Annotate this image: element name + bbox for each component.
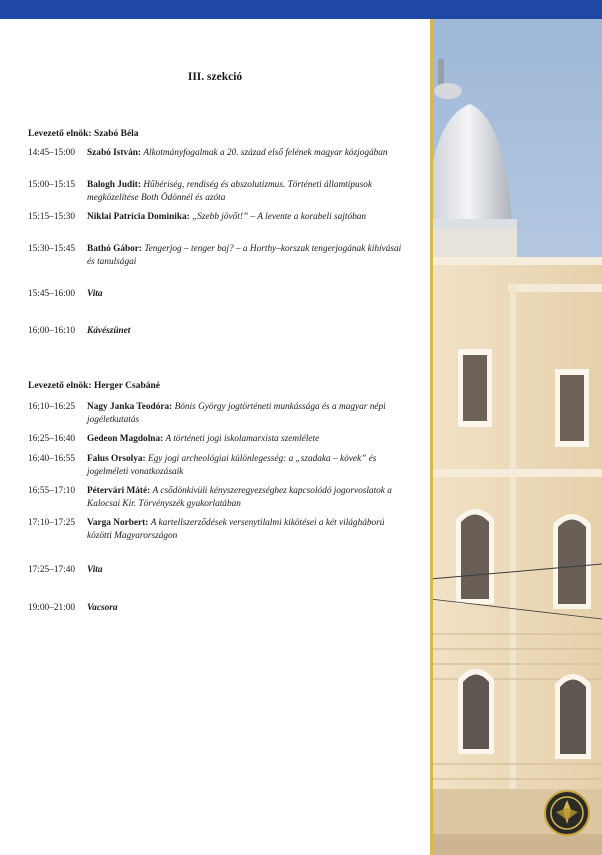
row-label: Vacsora [87, 603, 118, 613]
program-row-break [28, 602, 408, 615]
row-speaker: Szabó István: [87, 148, 141, 158]
row-title: „Szebb jövőt!” – A levente a korabeli sajtóban [192, 212, 367, 222]
row-time: 16:25–16:40 [28, 434, 76, 444]
row-speaker: Varga Norbert: [87, 518, 149, 528]
program-row [28, 147, 408, 160]
row-speaker: Falus Orsolya: [87, 454, 146, 464]
building-photo [430, 19, 602, 855]
program-row-break [28, 325, 408, 338]
row-speaker: Balogh Judit: [87, 180, 141, 190]
row-speaker: Niklai Patrícia Dominika: [87, 212, 190, 222]
section-title: III. szekció [187, 71, 243, 83]
row-title: Hűbériség, rendiség és abszolutizmus. Történeti államtípusok megközelítése Both Ödönnél és azóta [87, 180, 373, 203]
row-time: 15:00–15:15 [28, 180, 76, 190]
row-title: A csődönkívüli kényszeregyezséghez kapcsolódó jogorvoslatok a Kalocsai Kir. Törvényszék gyakorlatában [87, 486, 392, 509]
program-row [28, 485, 408, 510]
program-content [0, 19, 430, 855]
row-speaker: Bathó Gábor: [87, 244, 143, 254]
program-row [28, 211, 408, 224]
row-speaker: Gedeon Magdolna: [87, 434, 164, 444]
row-time: 16:00–16:10 [28, 326, 76, 336]
row-label: Vita [87, 289, 103, 299]
row-time: 19:00–21:00 [28, 603, 76, 613]
row-time: 15:45–16:00 [28, 289, 76, 299]
program-row [28, 401, 408, 426]
row-speaker: Nagy Janka Teodóra: [87, 402, 173, 412]
chair-label: Levezető elnök: Herger Csabáné [28, 381, 161, 391]
row-speaker: Pétervári Máté: [87, 486, 151, 496]
row-title: Bónis György jogtörténeti munkássága és a magyar népi jogéletkutatás [87, 402, 386, 425]
program-row-break [28, 564, 408, 577]
row-time: 16:10–16:25 [28, 402, 76, 412]
row-time: 14:45–15:00 [28, 148, 76, 158]
chair-label: Levezető elnök: Szabó Béla [28, 129, 139, 139]
row-time: 15:30–15:45 [28, 244, 76, 254]
row-time: 17:10–17:25 [28, 518, 76, 528]
program-row [28, 453, 408, 478]
row-title: A kartellszerződések versenytilalmi kikötései a két világháború közötti Magyarországon [87, 518, 385, 541]
program-row [28, 517, 408, 542]
row-title: A történeti jogi iskolamarxista szemlélete [165, 434, 320, 444]
row-time: 17:25–17:40 [28, 565, 76, 575]
program-row [28, 433, 408, 446]
gold-divider-line [430, 19, 433, 855]
top-color-bar [0, 0, 602, 19]
row-label: Kávészünet [87, 326, 131, 336]
row-time: 15:15–15:30 [28, 212, 76, 222]
row-title: Alkotmányfogalmak a 20. század első felének magyar közjogában [143, 148, 388, 158]
row-title: Egy jogi archeológiai különlegesség: a „szadaka – kövek” és jogelméleti vonatkozásaik [87, 454, 377, 477]
program-row [28, 243, 408, 268]
building-illustration [430, 19, 602, 855]
row-time: 16:55–17:10 [28, 486, 76, 496]
row-label: Vita [87, 565, 103, 575]
row-time: 16:40–16:55 [28, 454, 76, 464]
program-row-break [28, 288, 408, 301]
program-row [28, 179, 408, 204]
university-emblem-icon [544, 790, 590, 836]
row-title: Tengerjog – tenger baj? – a Horthy–korszak tengerjogának kihívásai és tanulságai [87, 244, 402, 267]
